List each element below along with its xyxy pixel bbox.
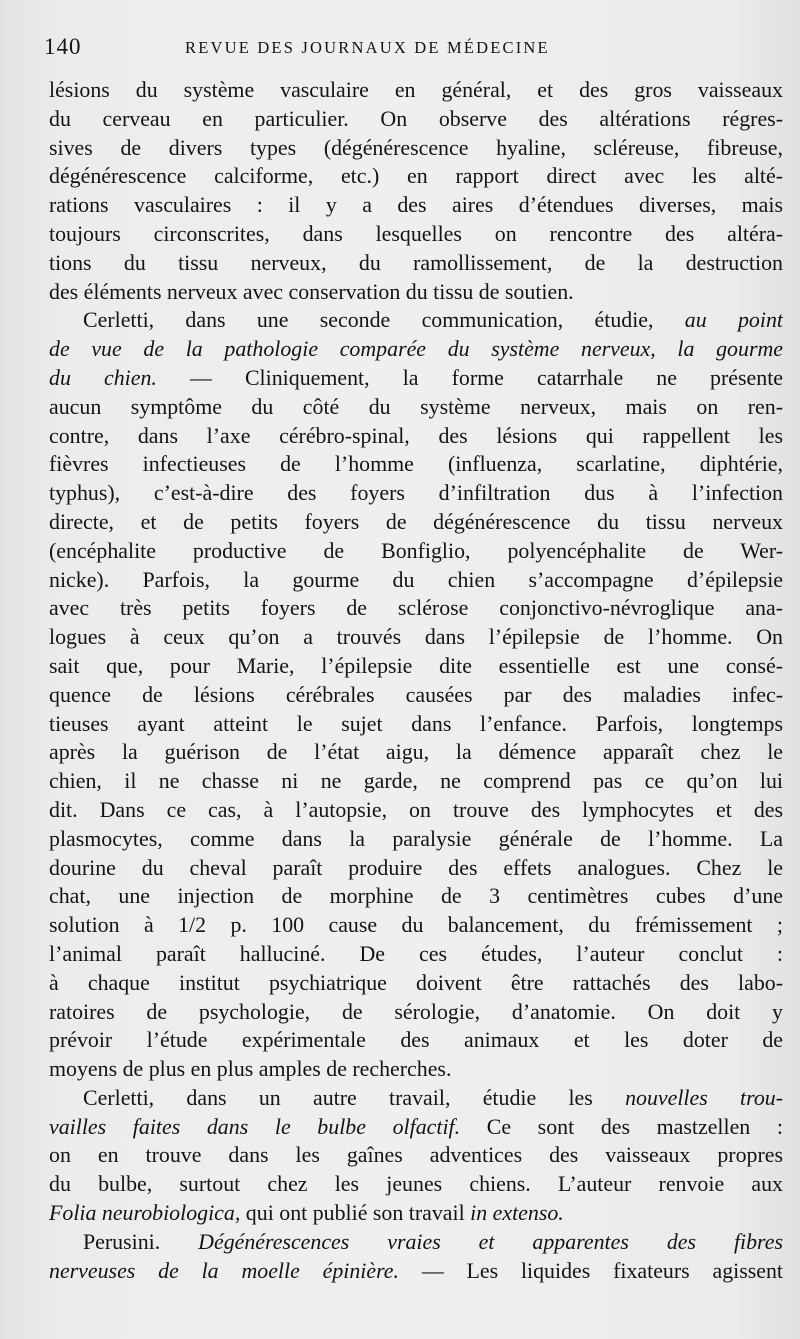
- text-run: Cerletti, dans un autre travail, étudie les: [83, 1084, 626, 1110]
- text-line: directe, et de petits foyers de dégénérescence du tissu nerveux: [49, 508, 783, 534]
- text-line: des éléments nerveux avec conservation du tissu de soutien.: [49, 278, 574, 304]
- text-line: [49, 1084, 783, 1113]
- text-line: [49, 1113, 783, 1142]
- text-line: fièvres infectieuses de l’homme (influenza, scarlatine, diphtérie,: [49, 451, 783, 477]
- italic-text: Folia neurobiologica,: [49, 1200, 241, 1226]
- text-line: [49, 1199, 783, 1228]
- text-line: à chaque institut psychiatrique doivent être rattachés des labo-: [49, 969, 783, 995]
- text-run: — Cliniquement, la forme catarrhale ne présente: [156, 364, 783, 390]
- text-line: prévoir l’étude expérimentale des animaux et les doter de: [49, 1027, 783, 1053]
- text-line: dourine du cheval paraît produire des effets analogues. Chez le: [49, 854, 783, 880]
- text-line: [49, 1228, 783, 1257]
- text-line: l’animal paraît halluciné. De ces études, l’auteur conclut :: [49, 940, 783, 966]
- text-line: typhus), c’est-à-dire des foyers d’infiltration dus à l’infection: [49, 480, 783, 506]
- text-line: [49, 1257, 783, 1286]
- text-line: du bulbe, surtout chez les jeunes chiens. L’auteur renvoie aux: [49, 1171, 783, 1197]
- text-line: plasmocytes, comme dans la paralysie générale de l’homme. La: [49, 825, 783, 851]
- italic-text: au point: [684, 307, 783, 333]
- running-head: REVUE DES JOURNAUX DE MÉDECINE: [185, 38, 550, 57]
- text-line: lésions du système vasculaire en général, et des gros vaisseaux: [49, 77, 783, 102]
- text-line: dit. Dans ce cas, à l’autopsie, on trouve des lymphocytes et des: [49, 796, 783, 822]
- text-line: tions du tissu nerveux, du ramollissement, de la destruction: [49, 249, 783, 275]
- text-line: on en trouve dans les gaînes adventices des vaisseaux propres: [49, 1142, 783, 1168]
- italic-text: nouvelles trou-: [625, 1084, 783, 1110]
- text-line: rations vasculaires : il y a des aires d’étendues diverses, mais: [49, 192, 783, 218]
- body-text: [49, 76, 783, 1285]
- text-line: toujours circonscrites, dans lesquelles on rencontre des altéra-: [49, 220, 783, 246]
- text-line: chien, il ne chasse ni ne garde, ne comprend pas ce qu’on lui: [49, 768, 783, 794]
- text-line: avec très petits foyers de sclérose conjonctivo-névroglique ana-: [49, 595, 783, 621]
- text-run: Ce sont des mastzellen :: [460, 1113, 783, 1139]
- text-run: Perusini.: [83, 1228, 199, 1254]
- italic-text: vailles faites dans le bulbe olfactif.: [49, 1113, 461, 1139]
- text-line: logues à ceux qu’on a trouvés dans l’épilepsie de l’homme. On: [49, 624, 783, 650]
- text-line: tieuses ayant atteint le sujet dans l’enfance. Parfois, longtemps: [49, 710, 783, 736]
- italic-text: nerveuses de la moelle épinière.: [49, 1257, 399, 1283]
- text-line: sives de divers types (dégénérescence hyaline, scléreuse, fibreuse,: [49, 134, 783, 160]
- text-line: [49, 335, 783, 364]
- text-run: qui ont publié son travail: [240, 1200, 471, 1226]
- page-number: 140: [44, 34, 82, 59]
- text-line: chat, une injection de morphine de 3 centimètres cubes d’une: [49, 883, 783, 909]
- italic-text: du chien.: [49, 364, 157, 390]
- text-line: [49, 364, 783, 393]
- italic-text: in extenso.: [470, 1200, 564, 1226]
- text-line: sait que, pour Marie, l’épilepsie dite essentielle est une consé-: [49, 652, 783, 678]
- text-line: après la guérison de l’état aigu, la démence apparaît chez le: [49, 739, 783, 765]
- italic-text: Dégénérescences vraies et apparentes des fibres: [198, 1228, 783, 1254]
- text-line: [49, 306, 783, 335]
- page-header: [44, 34, 764, 64]
- text-line: du cerveau en particulier. On observe des altérations régres-: [49, 105, 783, 131]
- text-line: (encéphalite productive de Bonfiglio, polyencéphalite de Wer-: [49, 537, 783, 563]
- text-run: Cerletti, dans une seconde communication, étudie,: [83, 307, 685, 333]
- text-line: dégénérescence calciforme, etc.) en rapport direct avec les alté-: [49, 163, 783, 189]
- text-run: — Les liquides fixateurs agissent: [399, 1257, 783, 1283]
- italic-text: de vue de la pathologie comparée du système nerveux, la gourme: [49, 336, 783, 362]
- text-line: ratoires de psychologie, de sérologie, d’anatomie. On doit y: [49, 998, 783, 1024]
- text-line: quence de lésions cérébrales causées par des maladies infec-: [49, 681, 783, 707]
- text-line: contre, dans l’axe cérébro-spinal, des lésions qui rappellent les: [49, 422, 783, 448]
- text-line: moyens de plus en plus amples de recherches.: [49, 1056, 452, 1082]
- text-line: solution à 1/2 p. 100 cause du balancement, du frémissement ;: [49, 912, 783, 938]
- text-line: nicke). Parfois, la gourme du chien s’accompagne d’épilepsie: [49, 566, 783, 592]
- text-line: aucun symptôme du côté du système nerveux, mais on ren-: [49, 393, 783, 419]
